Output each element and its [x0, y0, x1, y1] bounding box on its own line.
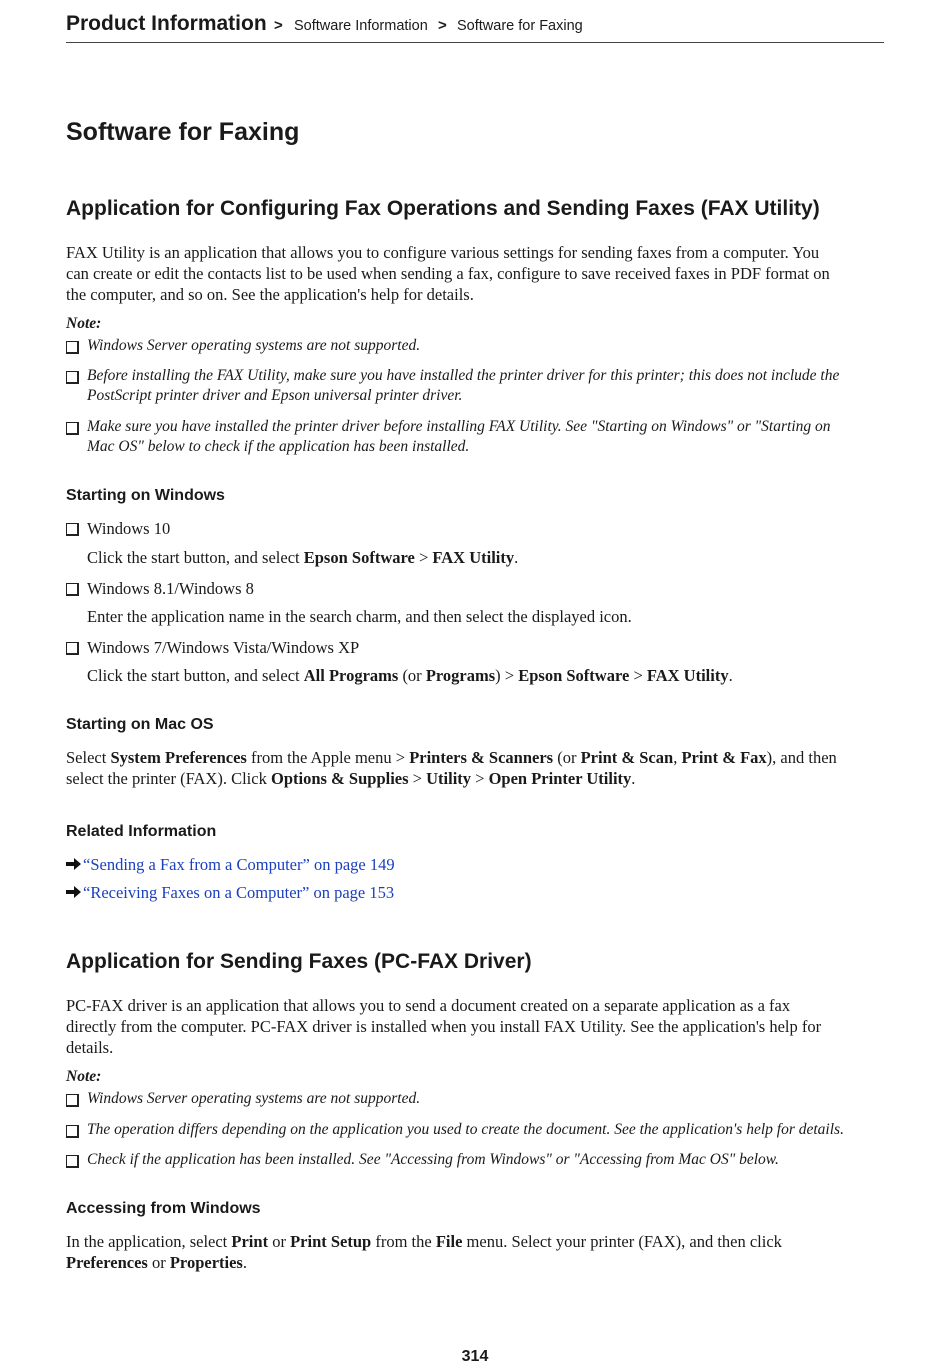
mac-line [66, 768, 884, 789]
text-run: Click the start button, and select [87, 666, 304, 685]
intro-line: FAX Utility is an application that allows you to configure various settings for sending faxes from a computer. You [66, 243, 820, 262]
text-run: . [728, 666, 733, 685]
text-run: Select [66, 748, 111, 767]
windows-8-instructions: Enter the application name in the search charm, and then select the displayed icon. [87, 607, 632, 626]
note-text: Windows Server operating systems are not supported. [87, 1090, 421, 1107]
text-run: from the [371, 1232, 436, 1251]
note-item [66, 366, 884, 406]
note-text: The operation differs depending on the application you used to create the document. See the application's help for details. [87, 1121, 844, 1138]
accessing-from-windows-heading: Accessing from Windows [66, 1200, 261, 1217]
intro-line: PC-FAX driver is an application that allows you to send a document created on a separate application as a fax [66, 996, 791, 1015]
page-number: 314 [461, 1348, 489, 1365]
menu-name: Print [231, 1232, 269, 1251]
checkbox-bullet-icon [66, 336, 79, 360]
list-item-label: Windows 8.1/Windows 8 [87, 579, 254, 598]
note-item [66, 1150, 884, 1170]
menu-name: Properties [169, 1253, 243, 1272]
list-item-label: Windows 7/Windows Vista/Windows XP [87, 638, 360, 657]
arrow-right-icon [66, 854, 83, 875]
text-run: or [147, 1253, 170, 1272]
checkbox-bullet-icon [66, 417, 79, 441]
link-sending-fax-from-computer[interactable]: “Sending a Fax from a Computer” on page 149 [83, 855, 395, 874]
text-run: select the printer (FAX). Click [66, 769, 271, 788]
pc-fax-heading: Application for Sending Faxes (PC-FAX Driver) [66, 950, 532, 973]
note-label: Note: [66, 1068, 102, 1085]
list-item-windows-10 [66, 518, 884, 539]
mac-instructions [66, 747, 884, 789]
breadcrumb-separator: > [438, 17, 447, 34]
note-line: Make sure you have installed the printer driver before installing FAX Utility. See "Starting on Windows" or "Starting on [87, 418, 831, 435]
mac-line [66, 747, 884, 768]
menu-name: Printers & Scanners [409, 748, 554, 767]
menu-name: Epson Software [303, 548, 415, 567]
access-line [66, 1231, 884, 1252]
starting-on-windows-heading: Starting on Windows [66, 487, 225, 504]
checkbox-bullet-icon [66, 1150, 79, 1174]
note-line: Before installing the FAX Utility, make sure you have installed the printer driver for this printer; this does not include the [87, 367, 840, 384]
checkbox-bullet-icon [66, 637, 79, 662]
note-text: Check if the application has been installed. See "Accessing from Windows" or "Accessing from Mac OS" below. [87, 1151, 779, 1168]
menu-name: File [435, 1232, 463, 1251]
note-line: PostScript printer driver and Epson universal printer driver. [87, 387, 463, 404]
menu-name: FAX Utility [646, 666, 729, 685]
related-link-row [66, 882, 394, 903]
text-run: , [673, 748, 682, 767]
menu-name: Print & Scan [580, 748, 674, 767]
fax-utility-heading: Application for Configuring Fax Operations and Sending Faxes (FAX Utility) [66, 197, 820, 220]
checkbox-bullet-icon [66, 518, 79, 543]
text-run: > [629, 666, 647, 685]
menu-name: All Programs [303, 666, 399, 685]
note-item [66, 1089, 884, 1109]
text-run: (or [553, 748, 581, 767]
intro-line: the computer, and so on. See the application's help for details. [66, 285, 474, 304]
note-line: Mac OS" below to check if the application has been installed. [87, 438, 470, 455]
breadcrumb-software-information: Software Information [294, 18, 428, 34]
text-run: > [408, 769, 427, 788]
menu-name: Options & Supplies [270, 769, 409, 788]
windows-10-instructions [87, 547, 884, 568]
note-label: Note: [66, 315, 102, 332]
text-run: . [514, 548, 519, 567]
menu-name: Print Setup [290, 1232, 372, 1251]
text-run: Click the start button, and select [87, 548, 304, 567]
intro-line: details. [66, 1038, 114, 1057]
breadcrumb-separator: > [274, 17, 283, 34]
text-run: . [631, 769, 636, 788]
menu-name: Preferences [66, 1253, 148, 1272]
note-text [87, 417, 884, 457]
text-run: ), and then [766, 748, 837, 767]
related-information-heading: Related Information [66, 823, 217, 840]
checkbox-bullet-icon [66, 1089, 79, 1113]
menu-name: Print & Fax [681, 748, 767, 767]
note-item [66, 336, 884, 356]
list-item-label: Windows 10 [87, 519, 171, 538]
text-run: (or [398, 666, 426, 685]
menu-name: Epson Software [518, 666, 630, 685]
text-run: ) > [495, 666, 519, 685]
breadcrumb-product-information: Product Information [66, 12, 267, 35]
note-text: Windows Server operating systems are not supported. [87, 337, 421, 354]
text-run: . [242, 1253, 247, 1272]
checkbox-bullet-icon [66, 578, 79, 603]
page-title: Software for Faxing [66, 118, 300, 146]
link-receiving-faxes-on-computer[interactable]: “Receiving Faxes on a Computer” on page 153 [83, 883, 395, 902]
text-run: from the Apple menu > [246, 748, 410, 767]
arrow-right-icon [66, 882, 83, 903]
text-run: or [268, 1232, 291, 1251]
text-run: > [471, 769, 489, 788]
breadcrumb [66, 10, 884, 43]
list-item-windows-7 [66, 637, 884, 658]
note-item [66, 1120, 884, 1140]
checkbox-bullet-icon [66, 366, 79, 390]
accessing-windows-instructions [66, 1231, 884, 1273]
intro-line: directly from the computer. PC-FAX driver is installed when you install FAX Utility. See the application's help for [66, 1017, 822, 1036]
menu-name: FAX Utility [432, 548, 515, 567]
windows-7-instructions [87, 665, 884, 686]
starting-on-mac-heading: Starting on Mac OS [66, 716, 214, 733]
related-link-row [66, 854, 395, 875]
menu-name: System Preferences [110, 748, 247, 767]
access-line [66, 1252, 884, 1273]
checkbox-bullet-icon [66, 1120, 79, 1144]
pc-fax-intro [66, 995, 884, 1058]
list-item-windows-8 [66, 578, 884, 599]
text-run: menu. Select your printer (FAX), and then click [462, 1232, 782, 1251]
breadcrumb-software-for-faxing: Software for Faxing [457, 18, 583, 34]
note-item [66, 417, 884, 457]
note-text [87, 366, 884, 406]
text-run: > [414, 548, 433, 567]
menu-name: Utility [426, 769, 472, 788]
intro-line: can create or edit the contacts list to be used when sending a fax, configure to save received faxes in PDF format on [66, 264, 830, 283]
text-run: In the application, select [66, 1232, 232, 1251]
fax-utility-intro [66, 242, 884, 305]
menu-name: Open Printer Utility [488, 769, 632, 788]
menu-name: Programs [425, 666, 496, 685]
